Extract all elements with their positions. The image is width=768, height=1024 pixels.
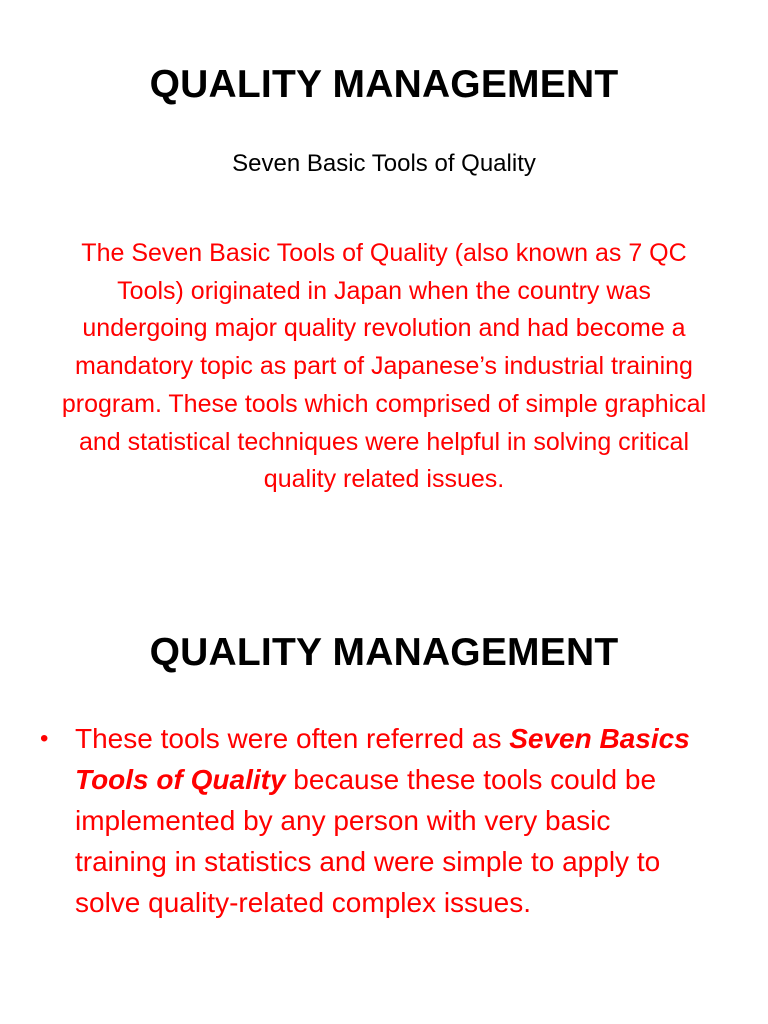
slide-2 [0, 590, 768, 1024]
slide-body-text: The Seven Basic Tools of Quality (also known as 7 QC Tools) originated in Japan when the country was undergoing major quality revolution and had become a mandatory topic as part of Japanese’s industrial training program. These tools which comprised of simple graphical and statistical techniques were helpful in solving critical quality related issues. [61, 239, 707, 494]
slide-title: QUALITY MANAGEMENT [149, 631, 619, 674]
bullet-text-after: because these tools could be implemented by any person with very basic training in statistics and were simple to apply to solve quality-related complex issues. [75, 764, 661, 918]
bullet-icon: • [40, 725, 49, 752]
bullet-text-before: These tools were often referred as [75, 723, 510, 754]
bullet-list [40, 718, 700, 923]
slide-title: QUALITY MANAGEMENT [149, 63, 619, 106]
slide-subtitle: Seven Basic Tools of Quality [232, 150, 536, 177]
bullet-item [40, 718, 700, 923]
bullet-emphasis: Seven Basics Tools of Quality [75, 723, 690, 795]
